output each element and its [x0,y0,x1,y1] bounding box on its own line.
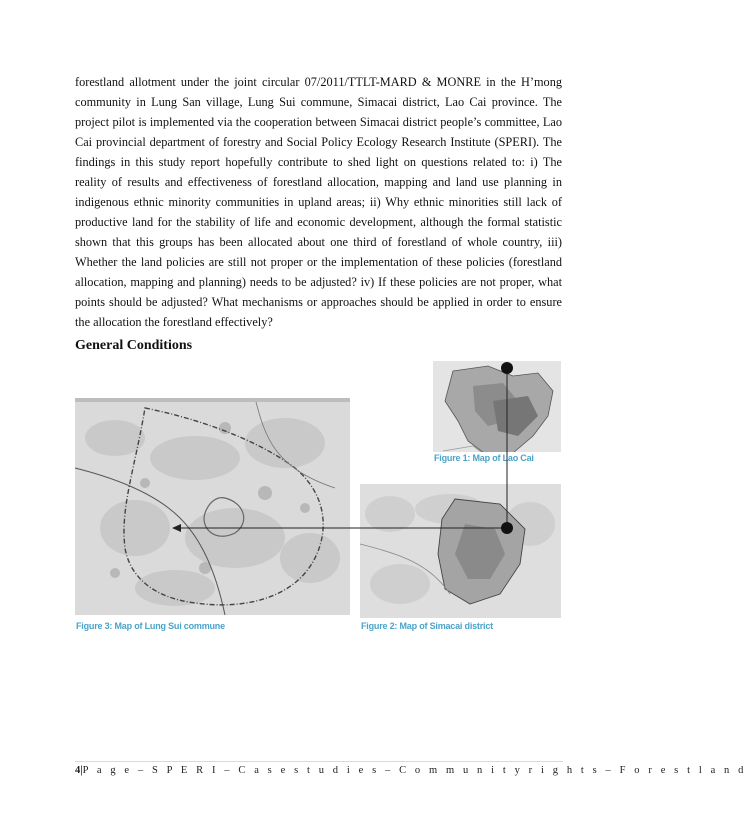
lao-cai-map [433,361,561,464]
lung-sui-map [75,398,350,615]
simacai-map [360,484,561,619]
page-footer [75,765,746,776]
page-separator: | [80,765,83,776]
lao-cai-caption: Figure 1: Map of Lao Cai [434,453,534,463]
section-heading: General Conditions [75,338,193,353]
footer-rule [75,761,563,762]
body-paragraph: forestland allotment under the joint circular 07/2011/TTLT-MARD & MONRE in the H’mong community in Lung San village, Lung Sui commune, Simacai district, Lao Cai province. The project pilot is implemented via the cooperation between Simacai district people’s committee, Lao Cai provincial department of forestry and Social Policy Ecology Research Institute (SPERI). The findings in this study report hopefully contribute to shed light on questions related to: i) The reality of results and effectiveness of forestland allocation, mapping and land use planning in indigenous ethnic minority communities in upland areas; ii) Why ethnic minorities still lack of productive land for the stability of life and economic development, although the formal statistic shown that this groups has been allocated about one third of forestland of whole country, iii) Whether the land policies are still not proper or the implementation of these policies (forestland allocation, mapping and planning) needs to be adjusted? iv) If these policies are not proper, what points should be adjusted? What mechanisms or approaches should be applied in order to ensure the allocation the forestland effectively? [75,75,562,329]
simacai-caption: Figure 2: Map of Simacai district [361,621,493,631]
page-number: 4 [75,765,81,776]
footer-text: P a g e – S P E R I – C a s e s t u d i e s – C o m m u n i t y r i g h t s – F o r e s t l a n d [82,765,746,776]
lung-sui-caption: Figure 3: Map of Lung Sui commune [76,621,225,631]
